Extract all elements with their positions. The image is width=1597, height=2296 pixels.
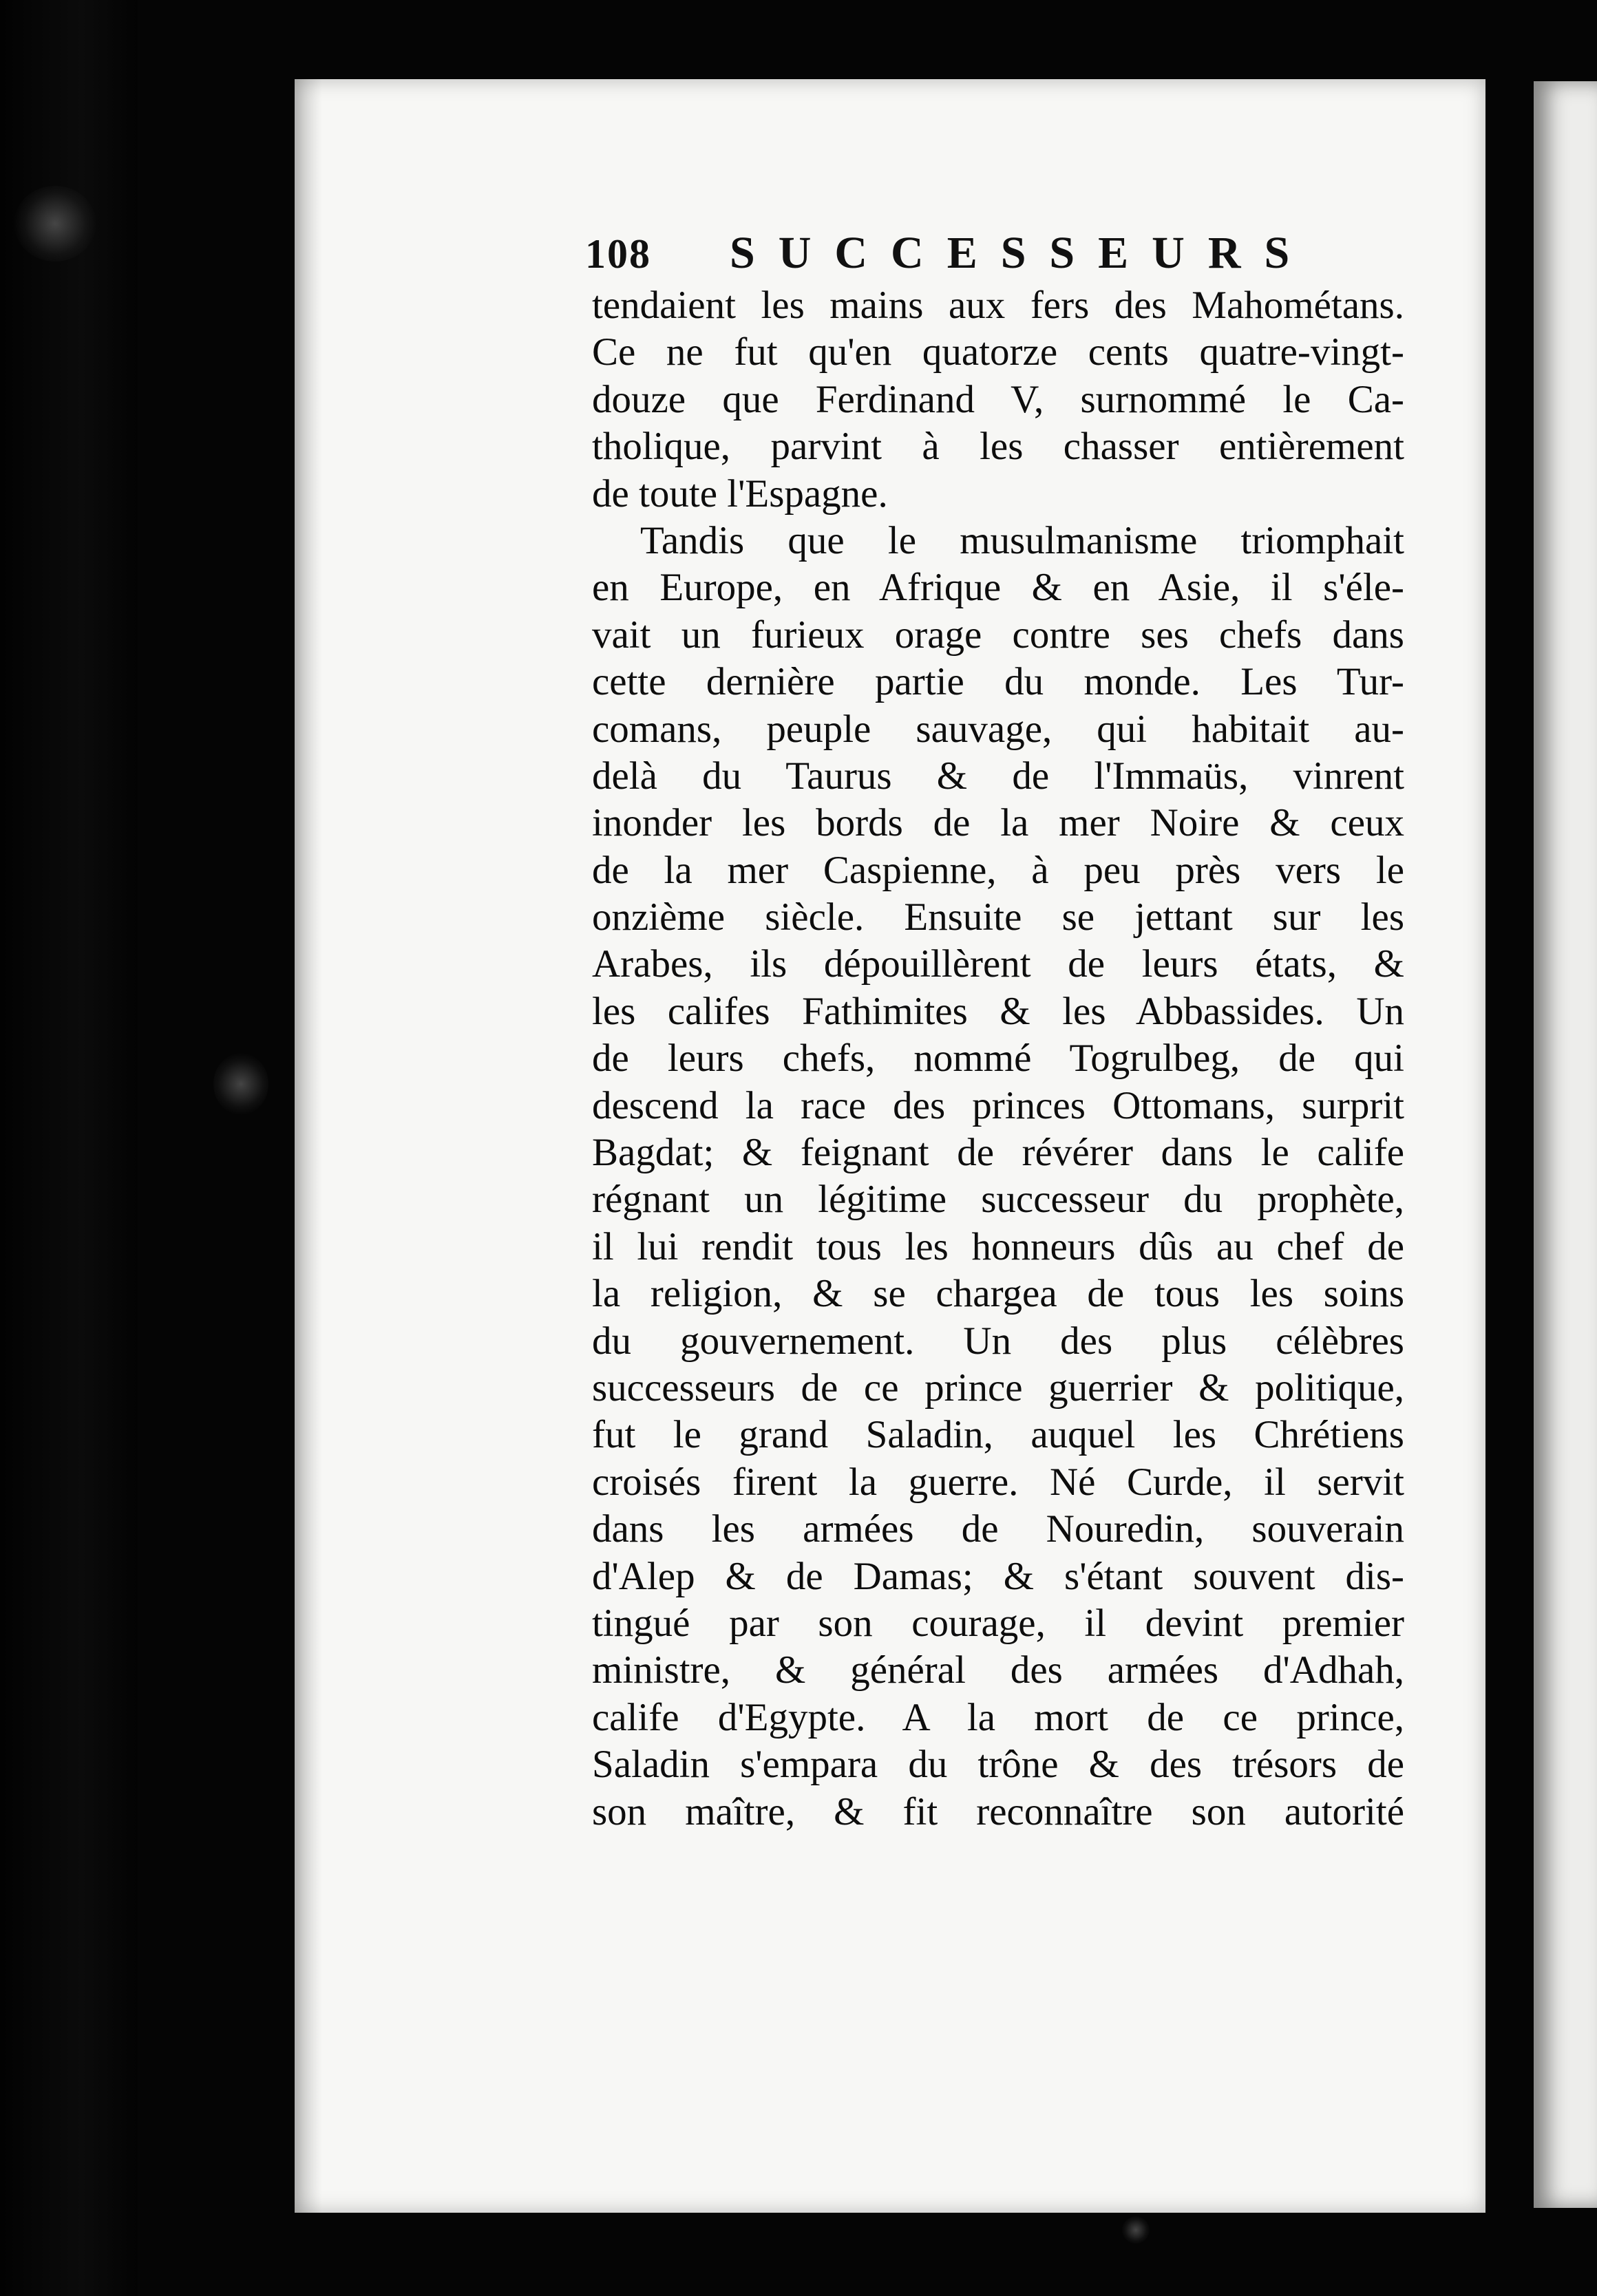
text-line: onzième siècle. Ensuite se jettant sur les — [592, 895, 1404, 939]
text-line: inonder les bords de la mer Noire & ceux — [592, 801, 1404, 845]
text-line: la religion, & se chargea de tous les soins — [592, 1272, 1404, 1316]
facing-page-edge — [1534, 81, 1597, 2208]
text-line: douze que Ferdinand V, surnommé le Ca- — [592, 377, 1404, 421]
text-line: du gouvernement. Un des plus célèbres — [592, 1319, 1404, 1363]
page-number: 108 — [585, 231, 651, 277]
text-line: de toute l'Espagne. — [592, 471, 888, 515]
body-text — [592, 282, 1404, 1836]
margin-smudge — [14, 186, 96, 262]
text-line: Arabes, ils dépouillèrent de leurs états, & — [592, 942, 1404, 986]
text-line: son maître, & fit reconnaître son autorité — [592, 1789, 1404, 1833]
text-line: tingué par son courage, il devint premier — [592, 1601, 1404, 1645]
text-line: d'Alep & de Damas; & s'étant souvent dis- — [592, 1554, 1404, 1598]
text-line: de leurs chefs, nommé Togrulbeg, de qui — [592, 1037, 1404, 1081]
text-line: Saladin s'empara du trône & des trésors de — [592, 1743, 1404, 1787]
margin-smudge — [213, 1053, 268, 1115]
text-line: en Europe, en Afrique & en Asie, il s'éle- — [592, 566, 1404, 610]
text-line: ministre, & général des armées d'Adhah, — [592, 1648, 1404, 1692]
margin-smudge — [1122, 2216, 1150, 2244]
text-line: dans les armées de Nouredin, souverain — [592, 1507, 1404, 1551]
running-title: SUCCESSEURS — [730, 228, 1313, 278]
text-line: comans, peuple sauvage, qui habitait au- — [592, 707, 1404, 751]
text-line: Bagdat; & feignant de révérer dans le calife — [592, 1131, 1404, 1175]
text-line: descend la race des princes Ottomans, surprit — [592, 1083, 1404, 1127]
text-line: tendaient les mains aux fers des Mahométans. — [592, 284, 1404, 327]
text-line: les califes Fathimites & les Abbassides. Un — [592, 989, 1404, 1033]
text-line: Tandis que le musulmanisme triomphait — [640, 518, 1404, 562]
text-line: Ce ne fut qu'en quatorze cents quatre-vingt- — [592, 330, 1404, 374]
text-line: cette dernière partie du monde. Les Tur- — [592, 660, 1404, 704]
text-line: fut le grand Saladin, auquel les Chrétiens — [592, 1413, 1404, 1457]
text-line: calife d'Egypte. A la mort de ce prince, — [592, 1695, 1404, 1739]
text-line: régnant un légitime successeur du prophète, — [592, 1178, 1404, 1222]
text-line: delà du Taurus & de l'Immaüs, vinrent — [592, 754, 1404, 798]
text-line: il lui rendit tous les honneurs dûs au chef de — [592, 1224, 1404, 1268]
text-line: vait un furieux orage contre ses chefs dans — [592, 613, 1404, 657]
text-line: tholique, parvint à les chasser entièrement — [592, 425, 1404, 469]
book-binding-shadow — [0, 0, 138, 2296]
text-line: croisés firent la guerre. Né Curde, il servit — [592, 1460, 1404, 1504]
text-line: successeurs de ce prince guerrier & politique, — [592, 1365, 1404, 1410]
running-head — [585, 227, 1452, 289]
text-line: de la mer Caspienne, à peu près vers le — [592, 848, 1404, 892]
